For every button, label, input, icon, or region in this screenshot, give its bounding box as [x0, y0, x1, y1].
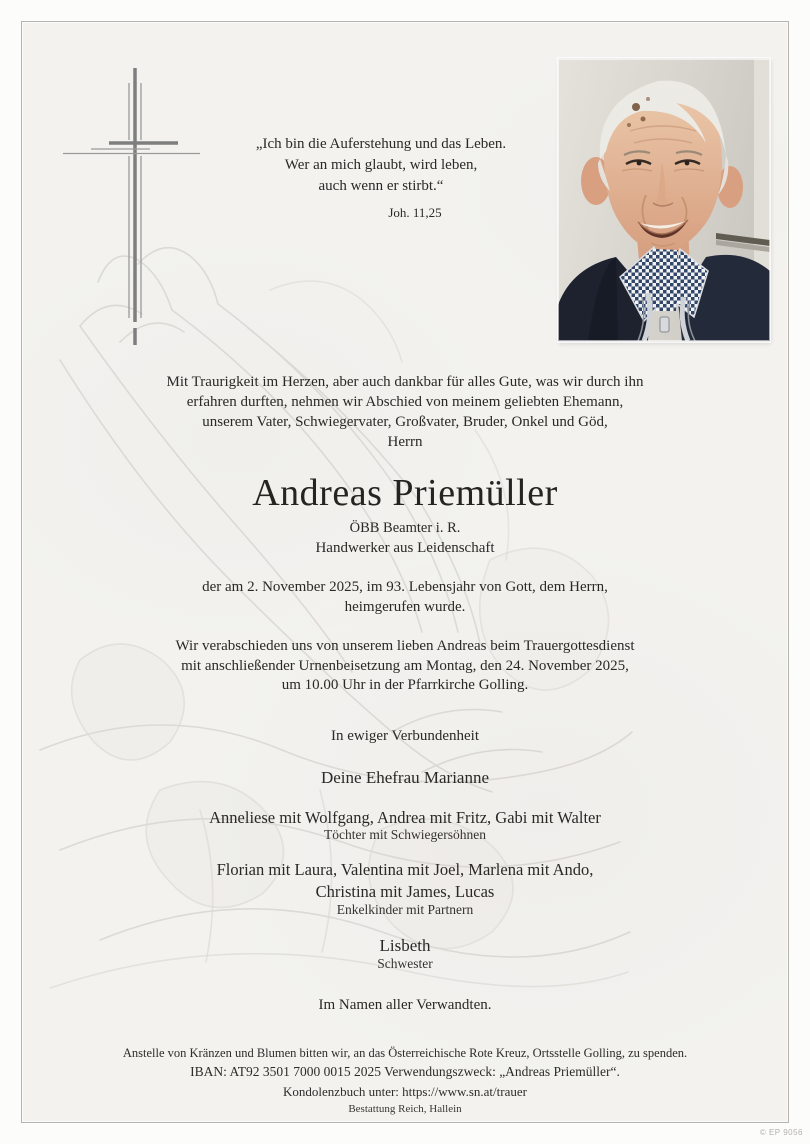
wife-line: Deine Ehefrau Marianne [320, 768, 490, 787]
daughters-names: Anneliese mit Wolfgang, Andrea mit Fritz, Gabi mit Walter [209, 808, 601, 827]
daughters-relation: Töchter mit Schwiegersöhnen [324, 827, 486, 842]
iban-line: IBAN: AT92 3501 7000 0015 2025 Verwendungszweck: „Andreas Priemüller“. [190, 1064, 620, 1079]
closing-line: Im Namen aller Verwandten. [318, 997, 492, 1013]
passing-line: der am 2. November 2025, im 93. Lebensjahr von Gott, dem Herrn, [202, 579, 608, 595]
grandchildren-relation: Enkelkinder mit Partnern [336, 902, 474, 917]
deceased-name: Andreas Priemüller [252, 472, 558, 514]
quote-line: Wer an mich glaubt, wird leben, [284, 157, 478, 173]
intro-line: unserem Vater, Schwiegervater, Großvater, Bruder, Onkel und Göd, [202, 414, 608, 430]
intro-paragraph [0, 372, 810, 452]
deceased-title-line: Handwerker aus Leidenschaft [315, 540, 495, 556]
printer-mark: © EP 9056 [759, 1128, 803, 1137]
condolence-book-line: Kondolenzbuch unter: https://www.sn.at/trauer [283, 1084, 527, 1099]
intro-line: Herrn [387, 434, 423, 450]
grandchildren-names [0, 859, 810, 903]
sister-name: Lisbeth [379, 936, 431, 955]
passing-paragraph [0, 577, 810, 617]
deceased-title-line: ÖBB Beamter i. R. [349, 520, 461, 536]
intro-line: Mit Traurigkeit im Herzen, aber auch dankbar für alles Gute, was wir durch ihn [166, 374, 644, 390]
quote-line: „Ich bin die Auferstehung und das Leben. [255, 136, 507, 152]
funeral-home-line: Bestattung Reich, Hallein [348, 1103, 462, 1115]
farewell-line: Wir verabschieden uns von unserem lieben Andreas beim Trauergottesdienst [175, 638, 635, 654]
passing-line: heimgerufen wurde. [344, 599, 466, 615]
scripture-quote [76, 134, 686, 223]
quote-reference: Joh. 11,25 [388, 205, 442, 220]
bond-line: In ewiger Verbundenheit [330, 728, 479, 744]
intro-line: erfahren durften, nehmen wir Abschied von meinem geliebten Ehemann, [186, 394, 624, 410]
grandchildren-line: Christina mit James, Lucas [315, 882, 495, 901]
farewell-line: mit anschließender Urnenbeisetzung am Montag, den 24. November 2025, [181, 657, 629, 674]
donation-note: Anstelle von Kränzen und Blumen bitten wir, an das Österreichische Rote Kreuz, Ortsstelle Golling, zu spenden. [122, 1046, 688, 1060]
sister-relation: Schwester [377, 956, 433, 971]
grandchildren-line: Florian mit Laura, Valentina mit Joel, Marlena mit Ando, [216, 860, 594, 879]
farewell-line: um 10.00 Uhr in der Pfarrkirche Golling. [281, 677, 529, 693]
quote-line: auch wenn er stirbt.“ [318, 178, 444, 194]
farewell-paragraph [0, 637, 810, 696]
